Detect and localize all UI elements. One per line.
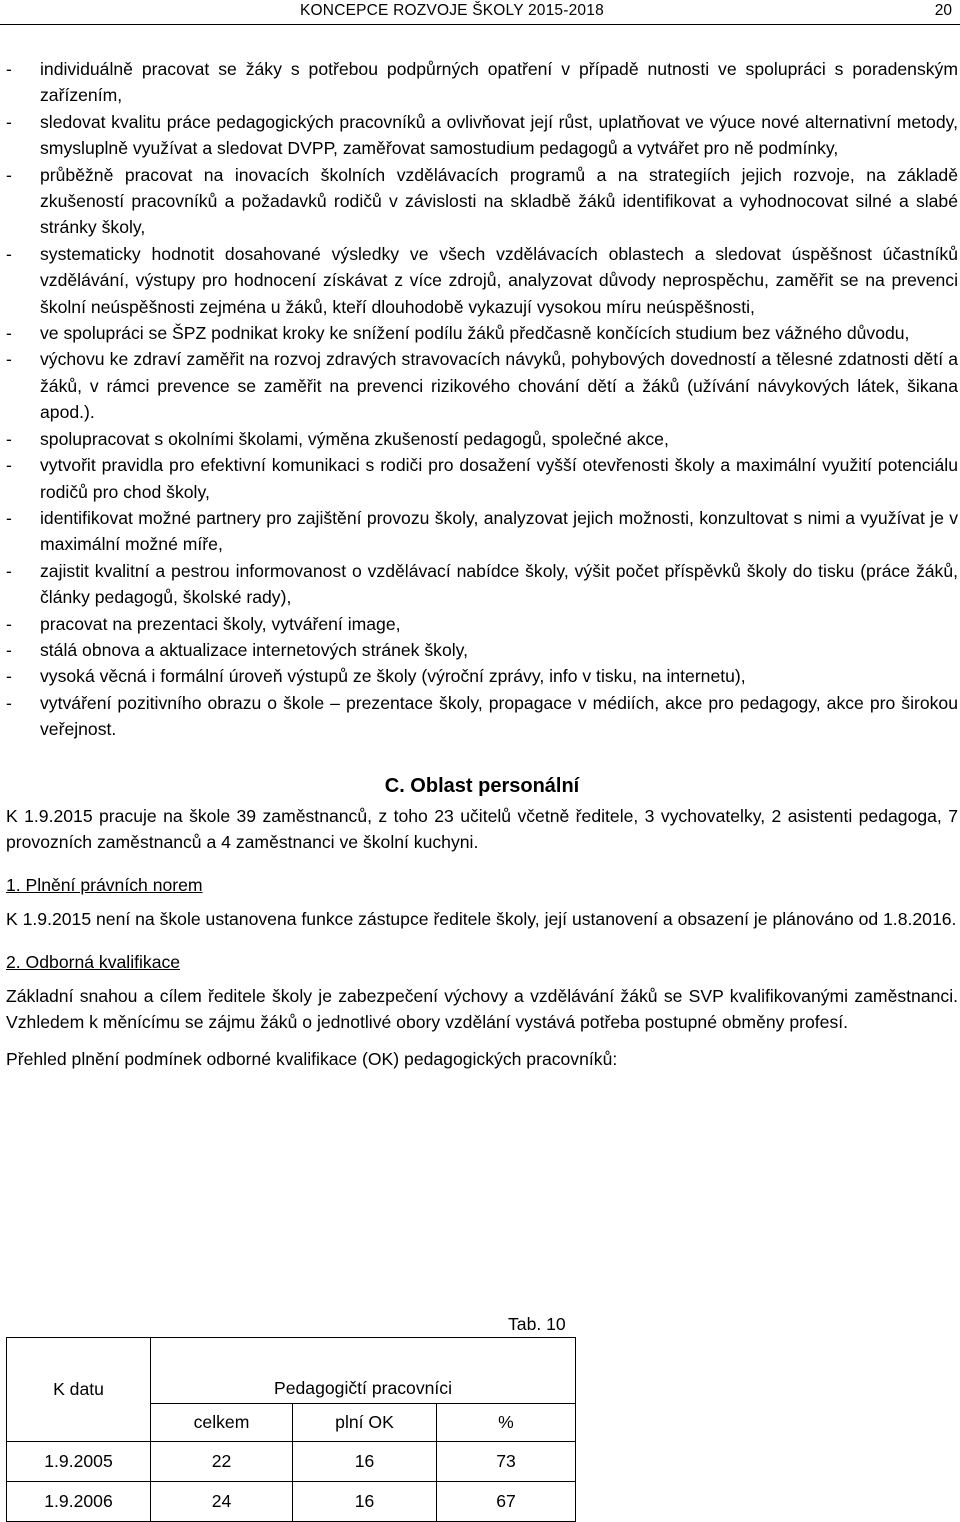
cell-date: 1.9.2006 xyxy=(7,1482,151,1522)
page-header xyxy=(0,0,960,22)
qualification-overview-text: Přehled plnění podmínek odborné kvalifikace (OK) pedagogických pracovníků: xyxy=(6,1048,618,1069)
col-header-ok: plní OK xyxy=(293,1404,437,1442)
cell-total: 22 xyxy=(151,1442,293,1482)
table-header-row xyxy=(7,1338,576,1404)
table-row xyxy=(7,1482,576,1522)
list-item: - identifikovat možné partnery pro zajištění provozu školy, analyzovat jejich možnosti, konzultovat s nimi a využívat je v maximální možné míře, xyxy=(6,505,958,558)
cell-total: 24 xyxy=(151,1482,293,1522)
list-item: - ve spolupráci se ŠPZ podnikat kroky ke snížení podílu žáků předčasně končících studium bez vážného důvodu, xyxy=(6,320,958,346)
cell-pct: 73 xyxy=(437,1442,576,1482)
col-header-total: celkem xyxy=(151,1404,293,1442)
goals-list xyxy=(6,56,958,743)
list-item: - individuálně pracovat se žáky s potřebou podpůrných opatření v případě nutnosti ve spolupráci s poradenským zařízením, xyxy=(6,56,958,109)
qualification-table xyxy=(6,1337,576,1522)
col-header-pct: % xyxy=(437,1404,576,1442)
subsection-text-legal: K 1.9.2015 není na škole ustanovena funkce zástupce ředitele školy, její ustanovení a obsazení je plánováno od 1.8.2016. xyxy=(6,909,957,930)
list-item: - průběžně pracovat na inovacích školních vzdělávacích programů a na strategiích jejich rozvoje, na základě zkušeností pracovníků a požadavků rodičů v závislosti na skladbě žáků identifikovat a vyhodnocovat silné a slabé stránky školy, xyxy=(6,162,958,241)
list-item: - zajistit kvalitní a pestrou informovanost o vzdělávací nabídce školy, výšit počet příspěvků školy do tisku (práce žáků, články pedagogů, školské rady), xyxy=(6,558,958,611)
cell-ok: 16 xyxy=(293,1442,437,1482)
list-item: - stálá obnova a aktualizace internetových stránek školy, xyxy=(6,637,958,663)
cell-ok: 16 xyxy=(293,1482,437,1522)
list-item: - spolupracovat s okolními školami, výměna zkušeností pedagogů, společné akce, xyxy=(6,426,958,452)
list-item: - vytvořit pravidla pro efektivní komunikaci s rodiči pro dosažení vyšší otevřenosti školy a maximální využití potenciálu rodičů pro chod školy, xyxy=(6,452,958,505)
table-label: Tab. 10 xyxy=(508,1314,566,1334)
subsection-title-legal: 1. Plnění právních norem xyxy=(6,874,203,895)
list-item: - pracovat na prezentaci školy, vytváření image, xyxy=(6,611,958,637)
list-item: - sledovat kvalitu práce pedagogických pracovníků a ovlivňovat její růst, uplatňovat ve výuce nové alternativní metody, smysluplně využívat a sledovat DVPP, zaměřovat samostudium pedagogů a vytvářet pro ně podmínky, xyxy=(6,109,958,162)
header-title: KONCEPCE ROZVOJE ŠKOLY 2015-2018 xyxy=(300,2,604,19)
subsection-title-qualification: 2. Odborná kvalifikace xyxy=(6,951,181,972)
list-item: - vysoká věcná i formální úroveň výstupů ze školy (výroční zprávy, info v tisku, na internetu), xyxy=(6,663,958,689)
list-item: - systematicky hodnotit dosahované výsledky ve všech vzdělávacích oblastech a sledovat úspěšnost účastníků vzdělávání, výstupy pro hodnocení získávat z více zdrojů, analyzovat důvody neprospěchu, zaměřit se na prevenci školní neúspěšnosti zejména u žáků, kteří dlouhodobě vykazují vysokou míru neúspěšnosti, xyxy=(6,241,958,320)
col-header-group: Pedagogičtí pracovníci xyxy=(151,1338,576,1404)
col-header-date: K datu xyxy=(7,1338,151,1442)
cell-pct: 67 xyxy=(437,1482,576,1522)
page-number: 20 xyxy=(934,2,952,19)
section-title: C. Oblast personální xyxy=(384,774,580,797)
document-body xyxy=(6,56,958,1072)
header-divider xyxy=(0,24,960,25)
subsection-text-qualification: Základní snahou a cílem ředitele školy je zabezpečení výchovy a vzdělávání žáků se SVP kvalifikovanými zaměstnanci. Vzhledem k měnícímu se zájmu žáků o jednotlivé obory vzdělání vystává potřeba postupné obměny profesí. xyxy=(6,986,958,1033)
section-intro: K 1.9.2015 pracuje na škole 39 zaměstnanců, z toho 23 učitelů včetně ředitele, 3 vychovatelky, 2 asistenti pedagoga, 7 provozních zaměstnanců a 4 zaměstnanci ve školní kuchyni. xyxy=(6,805,958,853)
list-item: - vytváření pozitivního obrazu o škole – prezentace školy, propagace v médiích, akce pro pedagogy, akce pro širokou veřejnost. xyxy=(6,690,958,743)
cell-date: 1.9.2005 xyxy=(7,1442,151,1482)
list-item: - výchovu ke zdraví zaměřit na rozvoj zdravých stravovacích návyků, pohybových dovedností a tělesné zdatnosti dětí a žáků, v rámci prevence se zaměřit na prevenci rizikového chování dětí a žáků (užívání návykových látek, šikana apod.). xyxy=(6,346,958,425)
table-row xyxy=(7,1442,576,1482)
